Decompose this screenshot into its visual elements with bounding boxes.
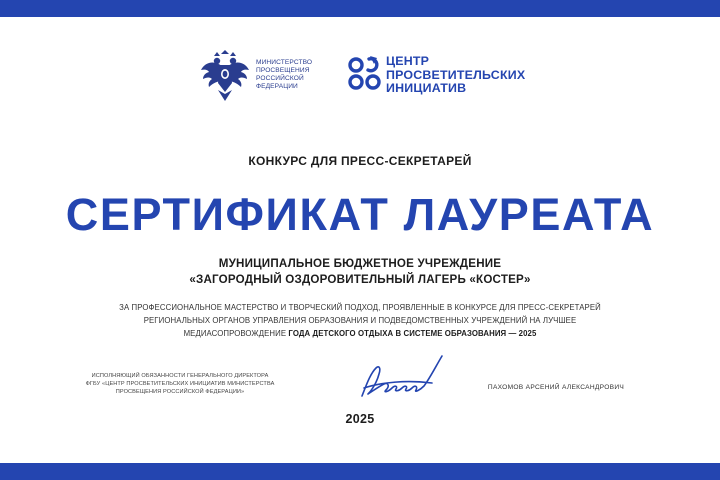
ministry-line: РОССИЙСКОЙ [256, 75, 304, 82]
contest-name: КОНКУРС ДЛЯ ПРЕСС-СЕКРЕТАРЕЙ [248, 154, 472, 168]
signer-position-line: ИСПОЛНЯЮЩИЙ ОБЯЗАННОСТИ ГЕНЕРАЛЬНОГО ДИРЕКТОРА [91, 373, 269, 379]
center-line: ИНИЦИАТИВ [386, 81, 467, 95]
bottom-border-band [0, 463, 720, 480]
signer-position-line: ПРОСВЕЩЕНИЯ РОССИЙСКОЙ ФЕДЕРАЦИИ» [115, 389, 245, 396]
reason-last-prefix: МЕДИАСОПРОВОЖДЕНИЕ [183, 329, 289, 338]
organization-line: «ЗАГОРОДНЫЙ ОЗДОРОВИТЕЛЬНЫЙ ЛАГЕРЬ «КОСТЕР» [189, 273, 531, 286]
award-reason [0, 301, 720, 340]
handwritten-signature [352, 352, 452, 404]
organization-line: МУНИЦИПАЛЬНОЕ БЮДЖЕТНОЕ УЧРЕЖДЕНИЕ [218, 257, 502, 270]
double-headed-eagle-icon [200, 50, 250, 102]
reason-line: ЗА ПРОФЕССИОНАЛЬНОЕ МАСТЕРСТВО И ТВОРЧЕСКИЙ ПОДХОД, ПРОЯВЛЕННЫЕ В КОНКУРСЕ ДЛЯ ПРЕСС-СЕКРЕТАРЕЙ [119, 303, 601, 312]
logo-row [0, 46, 720, 106]
recipient-organization [0, 256, 720, 288]
ministry-line: ПРОСВЕЩЕНИЯ [256, 67, 310, 74]
center-name [386, 55, 525, 96]
reason-line: РЕГИОНАЛЬНЫХ ОРГАНОВ УПРАВЛЕНИЯ ОБРАЗОВАНИЯ И ПОДВЕДОМСТВЕННЫХ УЧРЕЖДЕНИЙ НА ЛУЧШЕЕ [143, 316, 577, 325]
reason-last-bold: ГОДА ДЕТСКОГО ОТДЫХА В СИСТЕМЕ ОБРАЗОВАНИЯ — 2025 [288, 329, 537, 338]
certificate-year: 2025 [345, 412, 375, 426]
center-initiatives-icon [346, 54, 384, 94]
center-line: ЦЕНТР [386, 54, 430, 68]
center-logo [346, 52, 536, 102]
ministry-line: ФЕДЕРАЦИИ [256, 83, 298, 90]
center-line: ПРОСВЕТИТЕЛЬСКИХ [386, 67, 526, 82]
ministry-name [256, 59, 334, 91]
signer-name: ПАХОМОВ АРСЕНИЙ АЛЕКСАНДРОВИЧ [487, 384, 625, 391]
reason-line [0, 327, 720, 340]
ministry-line: МИНИСТЕРСТВО [256, 59, 313, 66]
signer-position [60, 372, 300, 397]
ministry-logo [200, 50, 330, 102]
certificate-title: СЕРТИФИКАТ ЛАУРЕАТА [65, 189, 655, 240]
signer-position-line: ФГБУ «ЦЕНТР ПРОСВЕТИТЕЛЬСКИХ ИНИЦИАТИВ МИНИСТЕРСТВА [85, 381, 275, 388]
top-border-band [0, 0, 720, 17]
